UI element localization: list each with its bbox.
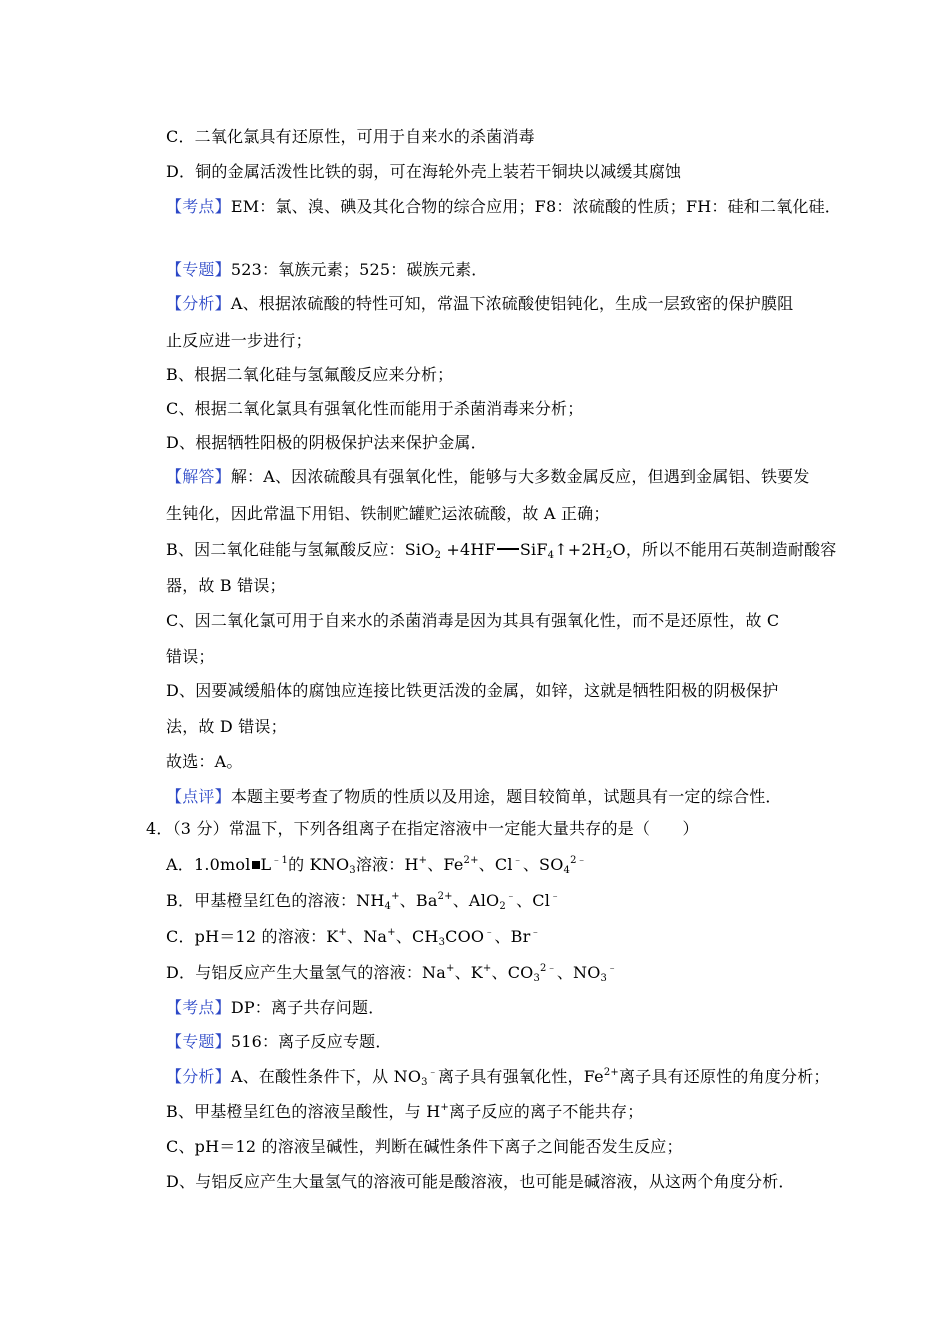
q3-option-d: D．铜的金属活泼性比铁的弱，可在海轮外壳上装若干铜块以减缓其腐蚀 bbox=[166, 162, 682, 181]
q4-option-c: C．pH＝12 的溶液：K+、Na+、$CH_3COO^﹣$、Br﹣ bbox=[166, 927, 541, 948]
q4-stem: 4．（3 分）常温下，下列各组离子在指定溶液中一定能大量共存的是（ ） bbox=[146, 819, 699, 838]
fenxi-text: A、根据浓硫酸的特性可知，常温下浓硫酸使铝钝化，生成一层致密的保护膜阻 bbox=[230, 294, 794, 313]
q3-jieda-c-cont: 错误； bbox=[166, 647, 215, 666]
q4-option-a: A．1.0mol $L^{﹣1}$的 $KNO_3$溶液：H+、$Fe^{2+}$、Cl﹣、$SO_4^{2﹣}$ bbox=[166, 855, 587, 876]
q4-fenxi: 【分析】A、在酸性条件下，从 $NO_3^﹣$离子具有强氧化性，$Fe^{2+}$离子具有还原性的角度分析； bbox=[166, 1067, 830, 1088]
fenxi-tag: 【分析】 bbox=[166, 294, 231, 313]
kaodian-text: EM：氯、溴、碘及其化合物的综合应用；F8：浓硫酸的性质；FH：硅和二氧化硅． bbox=[230, 197, 842, 216]
q3-fenxi bbox=[166, 293, 793, 315]
kaodian-tag: 【考点】 bbox=[166, 197, 231, 216]
fenxi-tag: 【分析】 bbox=[166, 1067, 231, 1086]
q3-fenxi-cont: 止反应进一步进行； bbox=[166, 331, 312, 350]
kaodian-tag: 【考点】 bbox=[166, 998, 231, 1017]
q3-jieda-b-cont: 器，故 B 错误； bbox=[166, 576, 286, 595]
jieda-tag: 【解答】 bbox=[166, 467, 231, 486]
q4-option-b: B．甲基橙呈红色的溶液：$NH_4^+$、$Ba^{2+}$、AlO$_2$﹣、Cl﹣ bbox=[166, 891, 561, 912]
jieda-text: 解：A、因浓硫酸具有强氧化性，能够与大多数金属反应，但遇到金属铝、铁要发 bbox=[230, 467, 810, 486]
zhuanti-tag: 【专题】 bbox=[166, 1032, 231, 1051]
q3-jieda-cont: 生钝化，因此常温下用铝、铁制贮罐贮运浓硫酸，故 A 正确； bbox=[166, 504, 610, 523]
q4-fenxi-c: C、pH＝12 的溶液呈碱性，判断在碱性条件下离子之间能否发生反应； bbox=[166, 1137, 683, 1156]
zhuanti-tag: 【专题】 bbox=[166, 260, 231, 279]
equation-line bbox=[497, 548, 519, 550]
q3-dianping bbox=[166, 786, 782, 808]
q3-option-c: C．二氧化氯具有还原性，可用于自来水的杀菌消毒 bbox=[166, 127, 535, 146]
q3-jieda bbox=[166, 466, 810, 488]
q4-fenxi-b: B、甲基橙呈红色的溶液呈酸性，与 H+离子反应的离子不能共存； bbox=[166, 1102, 644, 1121]
q3-fenxi-b: B、根据二氧化硅与氢氟酸反应来分析； bbox=[166, 365, 454, 384]
q3-answer: 故选：A。 bbox=[166, 752, 243, 771]
q4-fenxi-d: D、与铝反应产生大量氢气的溶液可能是酸溶液，也可能是碱溶液，从这两个角度分析． bbox=[166, 1172, 795, 1191]
q4-option-d: D．与铝反应产生大量氢气的溶液：Na+、K+、$CO_3^{2﹣}$、$NO_3^﹣$ bbox=[166, 963, 618, 984]
q4-kaodian: 【考点】DP：离子共存问题． bbox=[166, 998, 385, 1017]
dot-symbol bbox=[252, 861, 260, 869]
q3-jieda-d-cont: 法，故 D 错误； bbox=[166, 717, 287, 736]
q4-zhuanti: 【专题】516：离子反应专题． bbox=[166, 1032, 392, 1051]
dianping-tag: 【点评】 bbox=[166, 787, 231, 806]
dianping-text: 本题主要考查了物质的性质以及用途，题目较简单，试题具有一定的综合性． bbox=[230, 787, 782, 806]
q3-jieda-b: B、因二氧化硅能与氢氟酸反应：SiO$_2$ +4HF $SiF_4↑+2H_2O$，所以不能用石英制造耐酸容 bbox=[166, 540, 837, 561]
q3-zhuanti bbox=[166, 259, 488, 281]
q3-kaodian bbox=[166, 196, 841, 218]
zhuanti-text: 523：氧族元素；525：碳族元素． bbox=[230, 260, 488, 279]
q3-fenxi-d: D、根据牺牲阳极的阴极保护法来保护金属． bbox=[166, 433, 487, 452]
q3-jieda-d: D、因要减缓船体的腐蚀应连接比铁更活泼的金属，如锌，这就是牺牲阳极的阴极保护 bbox=[166, 681, 779, 700]
q3-fenxi-c: C、根据二氧化氯具有强氧化性而能用于杀菌消毒来分析； bbox=[166, 399, 584, 418]
q3-jieda-c: C、因二氧化氯可用于自来水的杀菌消毒是因为其具有强氧化性，而不是还原性，故 C bbox=[166, 611, 780, 630]
